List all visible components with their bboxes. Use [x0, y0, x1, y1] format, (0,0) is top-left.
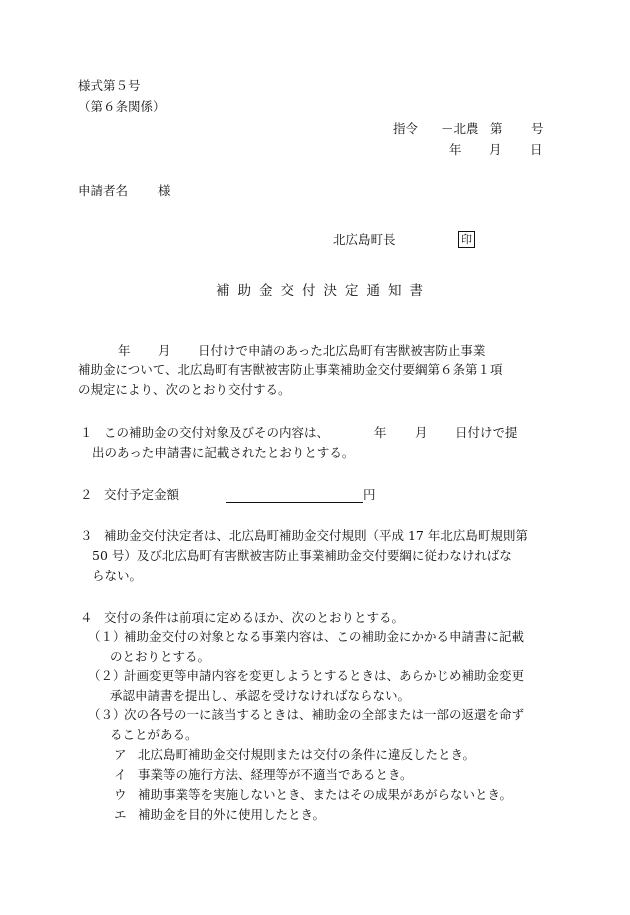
- section-4-number: ４: [80, 610, 93, 625]
- amount-label: 交付予定金額: [104, 487, 180, 502]
- amount-unit: 円: [363, 487, 376, 502]
- subitem-e-text: 補助金を目的外に使用したとき。: [138, 807, 326, 822]
- number-prefix: 第: [490, 121, 503, 136]
- subitem-u-mark: ウ: [114, 787, 127, 802]
- date-year-label: 年: [449, 142, 462, 157]
- section-1-line-1a: この補助金の交付対象及びその内容は、: [104, 425, 330, 440]
- section-1-year-label: 年: [374, 425, 387, 440]
- intro-line-2: 補助金について、北広島町有害獣被害防止事業補助金交付要綱第６条第１項: [78, 362, 503, 377]
- subitem-u-text: 補助事業等を実施しないとき、またはその成果があがらないとき。: [138, 787, 513, 802]
- number-suffix: 号: [531, 121, 544, 136]
- condition-2-number: （２）: [88, 668, 126, 683]
- directive-label: 指令: [393, 121, 419, 136]
- condition-1-number: （１）: [88, 629, 126, 644]
- condition-3-number: （３）: [88, 707, 126, 722]
- intro-line-3: の規定により、次のとおり交付する。: [78, 382, 291, 397]
- issuer-name: 北広島町長: [333, 232, 396, 247]
- section-1-line-2: 出のあった申請書に記載されたとおりとする。: [92, 445, 355, 460]
- section-3-line-3: らない。: [92, 568, 143, 583]
- condition-3-line-2: ることがある。: [110, 727, 198, 742]
- section-3-line-2: 50 号）及び北広島町有害獣被害防止事業補助金交付要綱に従わなければな: [92, 548, 512, 563]
- amount-blank-line: [226, 490, 363, 503]
- document-title: 補助金交付決定通知書: [216, 283, 431, 299]
- seal-mark: 印: [458, 231, 475, 248]
- condition-1-line-1: 補助金交付の対象となる事業内容は、この補助金にかかる申請書に記載: [124, 629, 525, 644]
- section-2-number: ２: [80, 487, 93, 502]
- section-1-number: １: [80, 425, 93, 440]
- form-number: 様式第５号: [78, 78, 141, 93]
- intro-line-1: 日付けで申請のあった北広島町有害獣被害防止事業: [198, 343, 486, 358]
- section-4-line-1: 交付の条件は前項に定めるほか、次のとおりとする。: [104, 610, 405, 625]
- applicant-honorific: 様: [158, 183, 171, 198]
- condition-3-line-1: 次の各号の一に該当するときは、補助金の全部または一部の返還を命ず: [124, 707, 525, 722]
- subitem-i-text: 事業等の施行方法、経理等が不適当であるとき。: [138, 767, 413, 782]
- directive-number: －北農: [441, 121, 479, 136]
- subitem-e-mark: エ: [114, 807, 127, 822]
- condition-1-line-2: のとおりとする。: [110, 649, 211, 664]
- condition-2-line-1: 計画変更等申請内容を変更しようとするときは、あらかじめ補助金変更: [124, 668, 525, 683]
- intro-year-label: 年: [118, 343, 131, 358]
- date-day-label: 日: [530, 142, 543, 157]
- intro-month-label: 月: [158, 343, 171, 358]
- condition-2-line-2: 承認申請書を提出し、承認を受けなければならない。: [110, 688, 411, 703]
- applicant-label: 申請者名: [78, 183, 129, 198]
- section-1-line-1b: 日付けで提: [455, 425, 518, 440]
- section-3-number: ３: [80, 528, 93, 543]
- date-month-label: 月: [489, 142, 502, 157]
- subitem-a-text: 北広島町補助金交付規則または交付の条件に違反したとき。: [138, 747, 476, 762]
- section-3-line-1: 補助金交付決定者は、北広島町補助金交付規則（平成 17 年北広島町規則第: [104, 528, 528, 543]
- article-reference: （第６条関係）: [78, 99, 166, 114]
- subitem-a-mark: ア: [114, 747, 127, 762]
- subitem-i-mark: イ: [114, 767, 127, 782]
- section-1-month-label: 月: [415, 425, 428, 440]
